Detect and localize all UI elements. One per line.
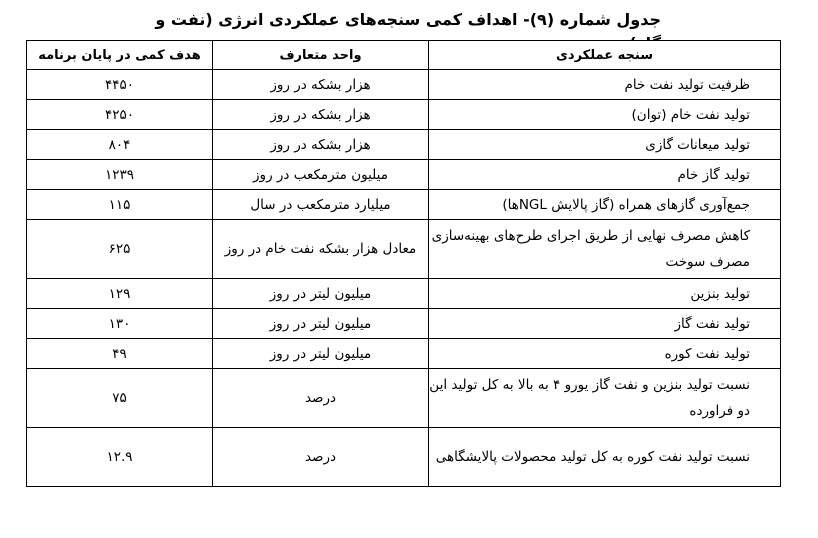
- metric-cell: کاهش مصرف نهایی از طریق اجرای طرح‌های بهینه‌سازی مصرف سوخت: [429, 220, 781, 279]
- target-cell: ۶۲۵: [27, 220, 213, 279]
- metric-cell: جمع‌آوری گازهای همراه (گاز پالایش NGLها): [429, 190, 781, 220]
- metric-cell: تولید بنزین: [429, 279, 781, 309]
- unit-cell: هزار بشکه در روز: [213, 70, 429, 100]
- target-cell: ۱۲۹: [27, 279, 213, 309]
- table-row: [27, 369, 781, 428]
- unit-cell: هزار بشکه در روز: [213, 100, 429, 130]
- header-metric: سنجه عملکردی: [429, 41, 781, 70]
- metric-cell: تولید میعانات گازی: [429, 130, 781, 160]
- header-unit: واحد متعارف: [213, 41, 429, 70]
- target-cell: ۴۴۵۰: [27, 70, 213, 100]
- unit-cell: میلیون مترمکعب در روز: [213, 160, 429, 190]
- unit-cell: میلیون لیتر در روز: [213, 309, 429, 339]
- header-target: هدف کمی در پایان برنامه: [27, 41, 213, 70]
- target-cell: ۱۲.۹: [27, 428, 213, 487]
- unit-cell: درصد: [213, 369, 429, 428]
- unit-cell: میلیون لیتر در روز: [213, 279, 429, 309]
- unit-cell: معادل هزار بشکه نفت خام در روز: [213, 220, 429, 279]
- unit-cell: هزار بشکه در روز: [213, 130, 429, 160]
- unit-cell: میلیارد مترمکعب در سال: [213, 190, 429, 220]
- table-title: جدول شماره (۹)- اهداف کمی سنجه‌های عملکردی انرژی (نفت و: [155, 10, 661, 29]
- target-cell: ۷۵: [27, 369, 213, 428]
- metric-cell: ظرفیت تولید نفت خام: [429, 70, 781, 100]
- table-row: [27, 70, 781, 100]
- table-row: [27, 279, 781, 309]
- metric-cell: تولید گاز خام: [429, 160, 781, 190]
- target-cell: ۴۲۵۰: [27, 100, 213, 130]
- target-cell: ۸۰۴: [27, 130, 213, 160]
- target-cell: ۱۲۳۹: [27, 160, 213, 190]
- table-row: [27, 339, 781, 369]
- table-row: [27, 160, 781, 190]
- table-row: [27, 428, 781, 487]
- metric-cell: نسبت تولید بنزین و نفت گاز یورو ۴ به بالا به کل تولید این دو فراورده: [429, 369, 781, 428]
- table-row: [27, 130, 781, 160]
- unit-cell: میلیون لیتر در روز: [213, 339, 429, 369]
- performance-targets-table: [26, 40, 781, 487]
- target-cell: ۱۱۵: [27, 190, 213, 220]
- table-row: [27, 190, 781, 220]
- metric-cell: تولید نفت گاز: [429, 309, 781, 339]
- unit-cell: درصد: [213, 428, 429, 487]
- table-row: [27, 309, 781, 339]
- metric-cell: تولید نفت کوره: [429, 339, 781, 369]
- metric-cell: تولید نفت خام (توان): [429, 100, 781, 130]
- header-row: [27, 41, 781, 70]
- table-row: [27, 100, 781, 130]
- metric-cell: نسبت تولید نفت کوره به کل تولید محصولات پالایشگاهی: [429, 428, 781, 487]
- target-cell: ۴۹: [27, 339, 213, 369]
- table-row: [27, 220, 781, 279]
- target-cell: ۱۳۰: [27, 309, 213, 339]
